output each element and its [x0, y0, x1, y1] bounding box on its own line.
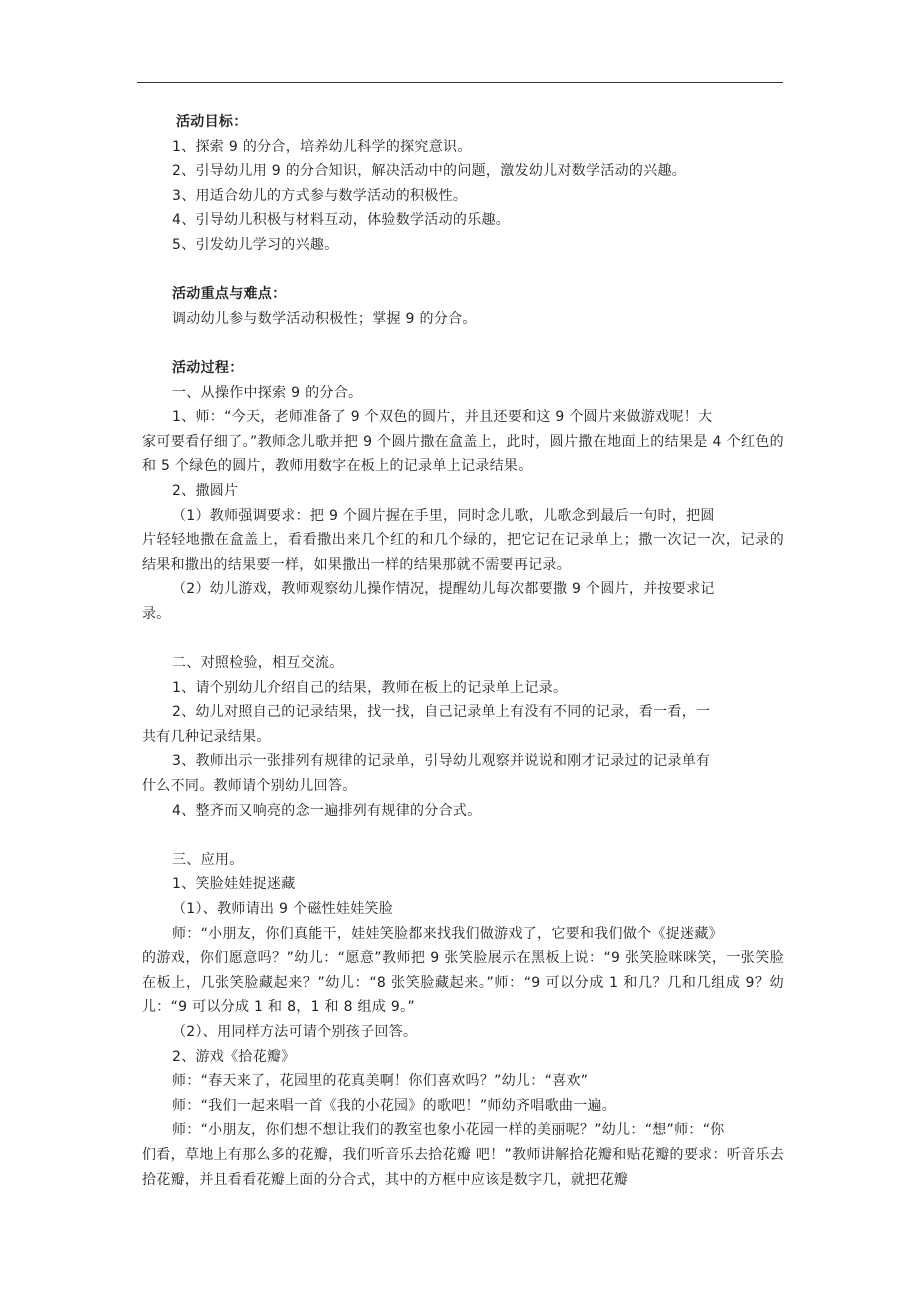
s1-step-2: 2、撒圆片	[172, 482, 239, 499]
s1-substep-2-line: （2）幼儿游戏，教师观察幼儿操作情况，提醒幼儿每次都要撒 9 个圆片，并按要求记	[172, 581, 715, 598]
s1-substep-1-line: （1）教师强调要求：把 9 个圆片握在手里，同时念儿歌，儿歌念到最后一句时，把圆	[172, 507, 715, 524]
s3-dialog-3: 师：“我们一起来唱一首《我的小花园》的歌吧！”师幼齐唱歌曲一遍。	[172, 1097, 617, 1114]
header-rule	[137, 82, 783, 83]
process-heading: 活动过程：	[172, 359, 244, 376]
goal-item-1: 1、探索 9 的分合，培养幼儿科学的探究意识。	[172, 138, 472, 155]
section-1-title: 一、从操作中探索 9 的分合。	[172, 384, 363, 401]
key-points-heading: 活动重点与难点：	[172, 286, 287, 303]
s1-step-1-continuation: 家可要看仔细了。”教师念儿歌并把 9 个圆片撒在盒盖上，此时，圆片撒在地面上的结果是 4 个红色的和 5 个绿色的圆片，教师用数字在板上的记录单上记录结果。	[142, 433, 784, 475]
goal-item-3: 3、用适合幼儿的方式参与数学活动的积极性。	[172, 187, 468, 204]
s2-step-4: 4、整齐而又响亮的念一遍排列有规律的分合式。	[172, 802, 482, 819]
s3-dialog-4-continuation: 们看，草地上有那么多的花瓣，我们听音乐去拾花瓣 吧！”教师讲解拾花瓣和贴花瓣的要求：听音乐去拾花瓣，并且看看花瓣上面的分合式，其中的方框中应该是数字几，就把花瓣	[142, 1146, 784, 1188]
s1-substep-2-continuation: 录。	[142, 605, 171, 622]
s2-step-2-line: 2、幼儿对照自己的记录结果，找一找，自己记录单上有没有不同的记录，看一看，一	[172, 704, 711, 721]
section-2-title: 二、对照检验，相互交流。	[172, 655, 344, 672]
goal-item-4: 4、引导幼儿积极与材料互动，体验数学活动的乐趣。	[172, 212, 511, 229]
goal-item-2: 2、引导幼儿用 9 的分合知识，解决活动中的问题，激发幼儿对数学活动的兴趣。	[172, 163, 687, 180]
s2-step-2-continuation: 共有几种记录结果。	[142, 728, 271, 745]
s2-step-3-continuation: 什么不同。教师请个别幼儿回答。	[142, 778, 357, 795]
s3-step-1: 1、笑脸娃娃捉迷藏	[172, 876, 296, 893]
s1-substep-1-continuation: 片轻轻地撒在盒盖上，看看撒出来几个红的和几个绿的，把它记在记录单上；撒一次记一次，记录的结果和撒出的结果要一样，如果撒出一样的结果那就不需要再记录。	[142, 532, 784, 573]
s3-dialog-2: 师：“春天来了，花园里的花真美啊！你们喜欢吗？”幼儿：“喜欢”	[172, 1073, 589, 1090]
key-points-text: 调动幼儿参与数学活动积极性；掌握 9 的分合。	[172, 310, 477, 327]
document-body	[142, 110, 784, 1192]
s3-dialog-4-line: 师：“小朋友，你们想不想让我们的教室也象小花园一样的美丽呢？”幼儿：“想”师：“你	[172, 1122, 725, 1139]
s3-dialog-1-line: 师：“小朋友，你们真能干，娃娃笑脸都来找我们做游戏了，它要和我们做个《捉迷藏》	[172, 925, 723, 942]
s3-dialog-1-continuation: 的游戏，你们愿意吗？”幼儿：“愿意”教师把 9 张笑脸展示在黑板上说：“9 张笑脸咪咪笑，一张笑脸在板上，几张笑脸藏起来？”幼儿：“8 张笑脸藏起来。”师：“9 可以分成 1 和几？几和几组成 9？幼儿：“9 可以分成 1 和 8，1 和 8 组成 9。”	[142, 950, 784, 1016]
goals-heading: 活动目标：	[176, 114, 248, 130]
s1-step-1-line: 1、师：“今天，老师准备了 9 个双色的圆片，并且还要和这 9 个圆片来做游戏呢！大	[172, 409, 713, 426]
s2-step-3-line: 3、教师出示一张排列有规律的记录单，引导幼儿观察并说说和刚才记录过的记录单有	[172, 753, 711, 770]
section-3-title: 三、应用。	[172, 851, 244, 868]
s3-substep-1: （1）、教师请出 9 个磁性娃娃笑脸	[172, 901, 394, 917]
s3-substep-2: （2）、用同样方法可请个别孩子回答。	[172, 1023, 418, 1040]
s2-step-1: 1、请个别幼儿介绍自己的结果，教师在板上的记录单上记录。	[172, 679, 568, 696]
s3-step-2: 2、游戏《拾花瓣》	[172, 1048, 296, 1065]
goal-item-5: 5、引发幼儿学习的兴趣。	[172, 236, 339, 253]
